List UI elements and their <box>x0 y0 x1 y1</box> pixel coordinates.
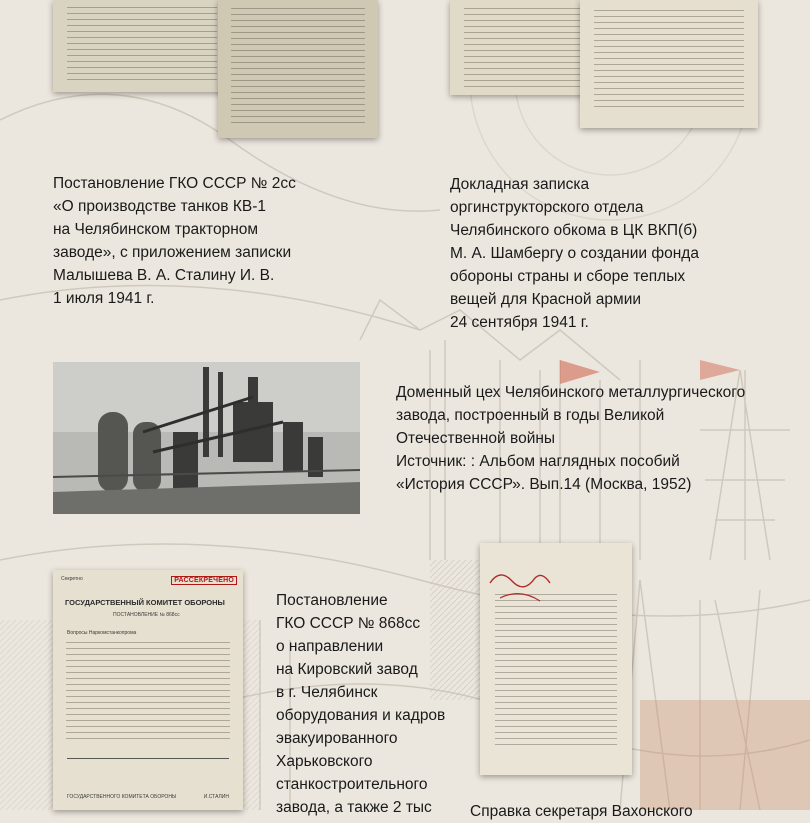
caption-line: на Кировский завод <box>276 661 418 678</box>
caption-line: Постановление ГКО СССР № 2сс <box>53 175 296 192</box>
caption-line: М. А. Шамбергу о создании фонда <box>450 245 699 262</box>
document-scan-report-page2 <box>580 0 758 128</box>
red-handwriting-mark <box>480 543 632 775</box>
caption-report-note <box>450 173 699 334</box>
document-subheader: ПОСТАНОВЛЕНИЕ № 868сс <box>113 612 180 618</box>
caption-line: Докладная записка <box>450 176 590 193</box>
document-header: ГОСУДАРСТВЕННЫЙ КОМИТЕТ ОБОРОНЫ <box>65 598 225 607</box>
caption-line: Справка секретаря Вахонского <box>470 803 693 820</box>
caption-line: эвакуированного <box>276 730 398 747</box>
caption-gko-2cc <box>53 172 296 310</box>
caption-line: заводе», с приложением записки <box>53 244 292 261</box>
caption-line: в г. Челябинск <box>276 684 378 701</box>
caption-line: Челябинского обкома в ЦК ВКП(б) <box>450 222 698 239</box>
caption-blast-furnace <box>396 381 745 496</box>
caption-line: станкостроительного <box>276 776 428 793</box>
caption-line: ГКО СССР № 868сс <box>276 615 421 632</box>
document-scan-certificate <box>480 543 632 775</box>
document-scan-gko-2cc-page1 <box>53 0 231 92</box>
caption-line: Постановление <box>276 592 388 609</box>
caption-line: 24 сентября 1941 г. <box>450 314 589 331</box>
caption-line: завода, построенный в годы Великой <box>396 407 665 424</box>
caption-line: Доменный цех Челябинского металлургического <box>396 384 746 401</box>
document-signature: И.СТАЛИН <box>203 794 229 800</box>
caption-line: вещей для Красной армии <box>450 291 642 308</box>
caption-line: обороны страны и сборе теплых <box>450 268 686 285</box>
caption-line: оргинструкторского отдела <box>450 199 644 216</box>
caption-line: «История СССР». Вып.14 (Москва, 1952) <box>396 476 692 493</box>
caption-line: оборудования и кадров <box>276 707 446 724</box>
caption-line: завода, а также 2 тыс <box>276 799 432 816</box>
caption-line: «О производстве танков КВ-1 <box>53 198 266 215</box>
document-note: Вопросы Наркомстанкопрома <box>67 630 137 636</box>
caption-line: Харьковского <box>276 753 373 770</box>
caption-bottom-cut <box>470 800 693 823</box>
caption-line: Источник: : Альбом наглядных пособий <box>396 453 680 470</box>
document-scan-gko-2cc-page2 <box>218 0 378 138</box>
caption-gko-868cc <box>276 589 445 819</box>
caption-line: на Челябинском тракторном <box>53 221 259 238</box>
document-scan-gko-868cc <box>53 570 243 810</box>
document-corner-note: Секретно <box>61 576 83 582</box>
declassified-stamp: РАССЕКРЕЧЕНО <box>171 576 237 585</box>
caption-line: Отечественной войны <box>396 430 556 447</box>
document-footer: ГОСУДАРСТВЕННОГО КОМИТЕТА ОБОРОНЫ <box>67 794 177 800</box>
caption-line: 1 июля 1941 г. <box>53 290 155 307</box>
photo-blast-furnace <box>53 362 360 514</box>
caption-line: о направлении <box>276 638 384 655</box>
caption-line: Малышева В. А. Сталину И. В. <box>53 267 275 284</box>
